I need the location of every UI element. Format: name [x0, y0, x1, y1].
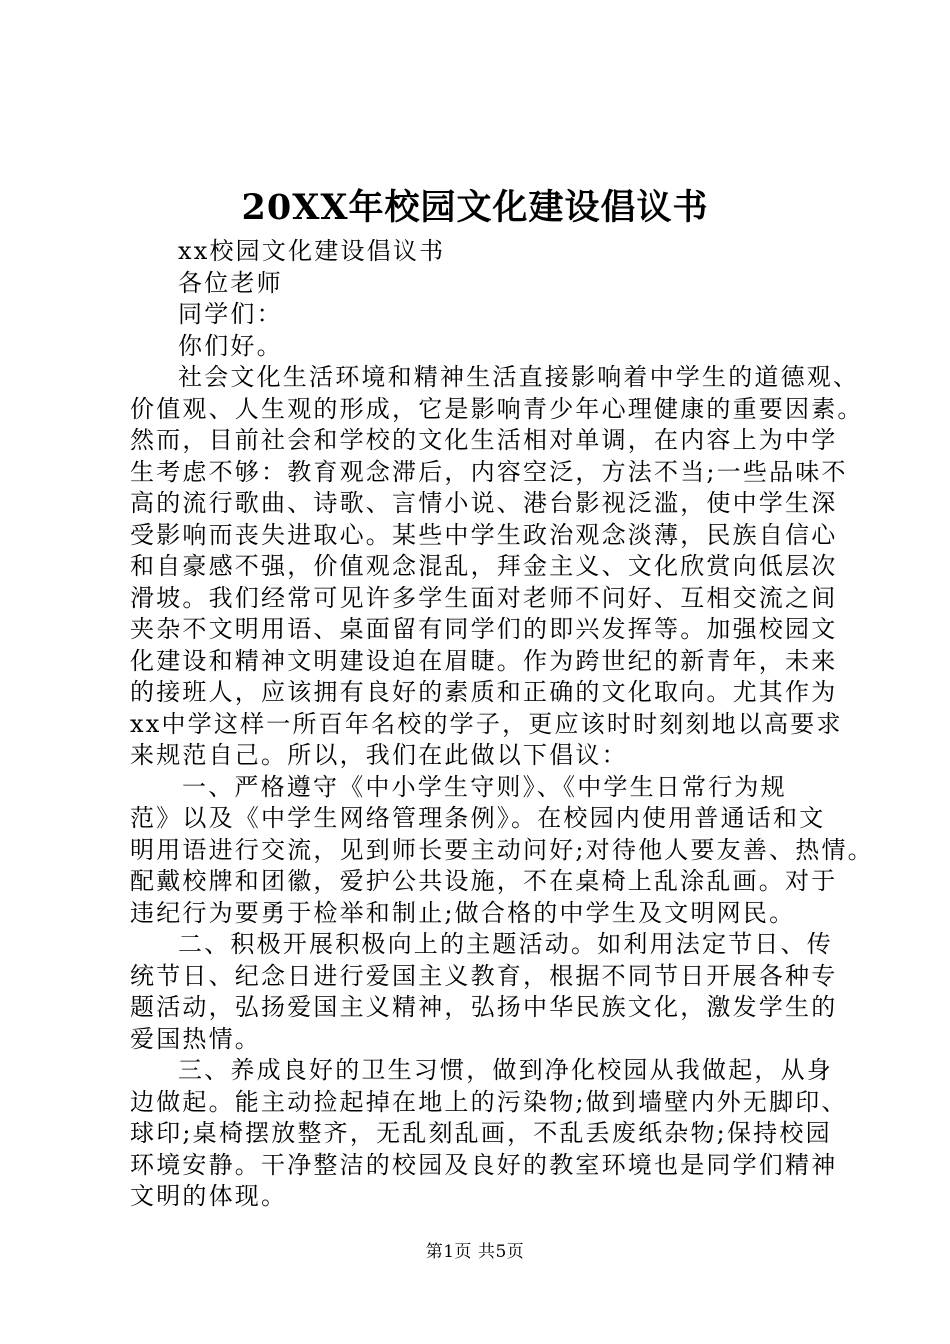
body-line: 的接班人，应该拥有良好的素质和正确的文化取向。尤其作为 [130, 678, 838, 706]
body-line: 违纪行为要勇于检举和制止;做合格的中学生及文明网民。 [130, 898, 796, 927]
body-line: 同学们： [178, 300, 283, 328]
document-title: 20XX年校园文化建设倡议书 [241, 187, 709, 228]
body-line: 范》以及《中学生网络管理条例》。在校园内使用普通话和文 [130, 804, 826, 832]
body-line: xx中学这样一所百年名校的学子，更应该时时刻刻地以高要求 [130, 709, 843, 738]
body-line: 文明的体现。 [130, 1182, 288, 1210]
body-line: 各位老师 [178, 268, 283, 297]
body-line: 化建设和精神文明建设迫在眉睫。作为跨世纪的新青年，未来 [130, 646, 838, 675]
body-line: 高的流行歌曲、诗歌、言情小说、港台影视泛滥，使中学生深 [130, 489, 838, 517]
body-line: 题活动，弘扬爱国主义精神，弘扬中华民族文化，激发学生的 [130, 993, 838, 1021]
body-line: 二、积极开展积极向上的主题活动。如利用法定节日、传 [178, 930, 833, 958]
body-line: 你们好。 [178, 331, 283, 360]
body-line: 滑坡。我们经常可见许多学生面对老师不问好、互相交流之间 [130, 583, 838, 612]
body-line: xx校园文化建设倡议书 [178, 237, 446, 265]
body-line: 配戴校牌和团徽，爱护公共设施，不在桌椅上乱涂乱画。对于 [130, 867, 838, 895]
body-line: 三、养成良好的卫生习惯，做到净化校园从我做起，从身 [178, 1056, 833, 1084]
body-line: 价值观、人生观的形成，它是影响青少年心理健康的重要因素。 [130, 394, 864, 423]
body-line: 夹杂不文明用语、桌面留有同学们的即兴发挥等。加强校园文 [130, 615, 838, 643]
body-line: 边做起。能主动捡起掉在地上的污染物;做到墙壁内外无脚印、 [130, 1087, 848, 1116]
body-line: 生考虑不够：教育观念滞后，内容空泛，方法不当;一些品味不 [130, 457, 848, 486]
body-line: 明用语进行交流，见到师长要主动问好;对待他人要友善、热情。 [130, 835, 874, 864]
body-line: 统节日、纪念日进行爱国主义教育，根据不同节日开展各种专 [130, 961, 838, 990]
body-line: 然而，目前社会和学校的文化生活相对单调，在内容上为中学 [130, 426, 838, 454]
body-line: 和自豪感不强，价值观念混乱，拜金主义、文化欣赏向低层次 [130, 552, 838, 580]
body-line: 爱国热情。 [130, 1024, 261, 1053]
body-line: 来规范自己。所以，我们在此做以下倡议： [130, 741, 628, 769]
body-line: 社会文化生活环境和精神生活直接影响着中学生的道德观、 [178, 363, 860, 391]
body-line: 环境安静。干净整洁的校园及良好的教室环境也是同学们精神 [130, 1150, 838, 1179]
page-footer: 第1页 共5页 [425, 1242, 525, 1262]
document-body [130, 236, 874, 1213]
body-line: 球印;桌椅摆放整齐，无乱刻乱画，不乱丢废纸杂物;保持校园 [130, 1119, 832, 1147]
body-line: 一、严格遵守《中小学生守则》、《中学生日常行为规 [182, 772, 787, 801]
body-line: 受影响而丧失进取心。某些中学生政治观念淡薄，民族自信心 [130, 520, 838, 549]
